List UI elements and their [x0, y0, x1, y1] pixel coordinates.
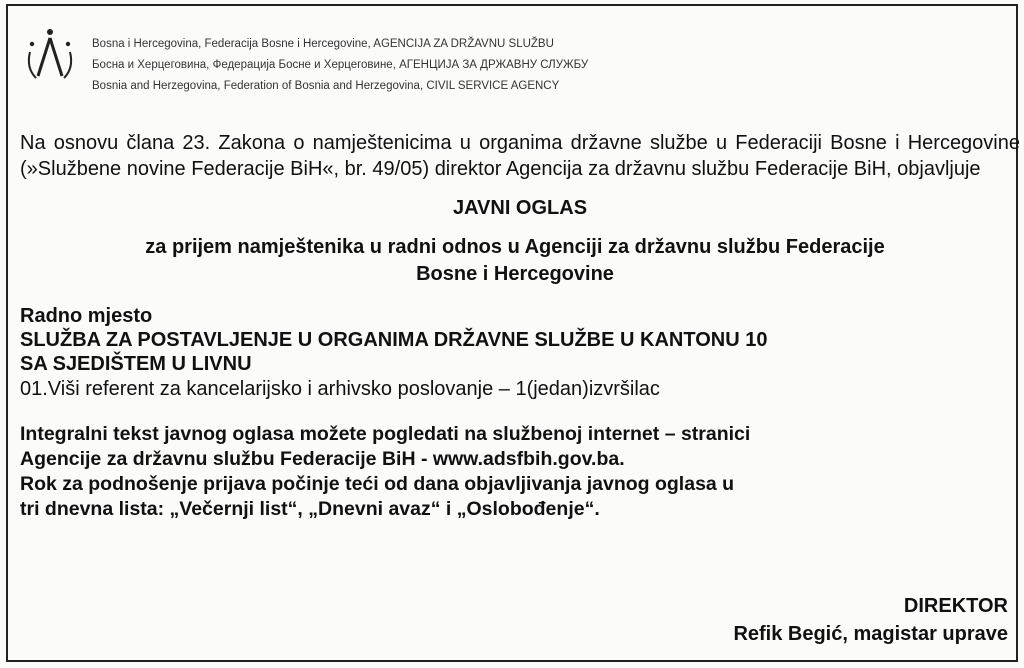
agency-logo-icon [22, 24, 78, 82]
signature-role: DIREKTOR [903, 595, 1008, 617]
signature-block [733, 592, 1008, 648]
signature-name: Refik Begić, magistar uprave [733, 623, 1008, 645]
section-title-line: SA SJEDIŠTEM U LIVNU [20, 353, 252, 375]
notice-line: Integralni tekst javnog oglasa možete pogledati na službenoj internet – stranici [20, 423, 751, 445]
notice-line: Agencije za državnu službu Federacije BiH - www.adsfbih.gov.ba. [20, 448, 625, 470]
ad-subtitle [20, 234, 1010, 288]
position-item: 01.Viši referent za kancelarijsko i arhivsko poslovanje – 1(jedan)izvršilac [20, 378, 660, 400]
notice-text [20, 422, 1015, 522]
ad-subtitle-line: za prijem namještenika u radni odnos u Agenciji za državnu službu Federacije [145, 236, 885, 258]
section-title [20, 328, 1020, 376]
ad-title: JAVNI OGLAS [452, 197, 588, 219]
header-line-cyrillic: Босна и Херцеговина, Федерација Босне и Херцеговине, АГЕНЦИЈА ЗА ДРЖАВНУ СЛУЖБУ [92, 59, 589, 71]
ad-body [20, 130, 1020, 522]
header-line-latin: Bosna i Hercegovina, Federacija Bosne i Hercegovine, AGENCIJA ZA DRŽAVNU SLUŽBU [92, 38, 554, 50]
ad-subtitle-line: Bosne i Hercegovine [416, 263, 614, 285]
section-label: Radno mjesto [20, 305, 153, 327]
notice-line: tri dnevna lista: „Večernji list“, „Dnevni avaz“ i „Oslobođenje“. [20, 498, 600, 520]
intro-paragraph: Na osnovu člana 23. Zakona o namještenicima u organima državne službe u Federaciji Bosne i Hercegovine (»Službene novine Federacije BiH«, br. 49/05) direktor Agencija za državnu službu Federacije BiH, objavljuje [20, 132, 1020, 180]
notice-line: Rok za podnošenje prijava počinje teći od dana objavljivanja javnog oglasa u [20, 473, 735, 495]
agency-header [92, 34, 712, 97]
section-title-line: SLUŽBA ZA POSTAVLJENJE U ORGANIMA DRŽAVNE SLUŽBE U KANTONU 10 [20, 329, 768, 351]
header-line-english: Bosnia and Herzegovina, Federation of Bosnia and Herzegovina, CIVIL SERVICE AGENCY [92, 80, 560, 92]
